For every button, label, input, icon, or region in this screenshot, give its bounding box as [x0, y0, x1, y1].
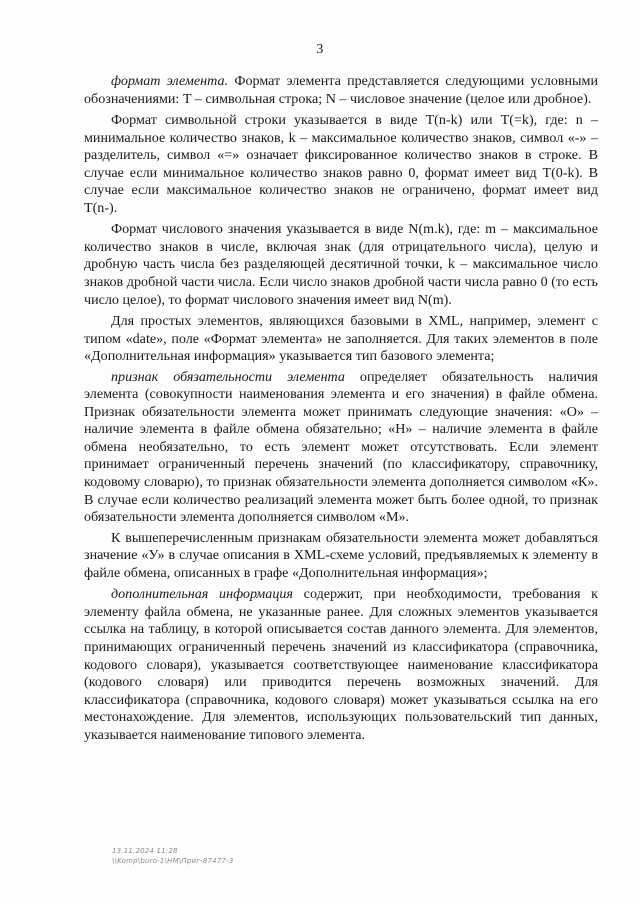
- term-additional-info: дополнительная информация: [111, 586, 293, 603]
- print-stamp: [112, 846, 234, 866]
- stamp-datetime: 13.11.2024 11:28: [112, 847, 178, 855]
- paragraph-text: Формат символьной строки указывается в виде T(n-k) или T(=k), где: n – минимальное количество знаков, k – максимальное количество знаков, символ «-» – разделитель, символ «=» означает фиксированное количество знаков в строке. В случае если минимальное количество знаков равно 0, формат имеет вид T(0-k). В случае если максимальное количество знаков не ограничено, формат имеет вид T(n-).: [84, 112, 598, 216]
- paragraph-text: содержит, при необходимости, требования к элементу файла обмена, не указанные ранее. Для сложных элементов указывается ссылка на таблицу, в которой описывается состав данного элемента. Для элементов, принимающих ограниченный перечень значений из классификатора (справочника, кодового словаря), указывается соответствующее наименование классификатора (кодового словаря) или приводится перечень возможных значений. Для классификатора (справочника, кодового словаря) может указываться ссылка на его местонахождение. Для элементов, использующих пользовательский тип данных, указывается наименование типового элемента.: [84, 586, 599, 743]
- page-number: 3: [316, 42, 324, 57]
- paragraph-element-format: [84, 73, 598, 108]
- term-element-format: формат элемента.: [111, 73, 229, 89]
- paragraph-mandatory-flag: [84, 369, 598, 527]
- term-mandatory-flag: признак обязательности элемента: [111, 368, 345, 385]
- paragraph-text: Для простых элементов, являющихся базовыми в XML, например, элемент с типом «date», поле «Формат элемента» не заполняется. Для таких элементов в поле «Дополнительная информация» указывается тип базового элемента;: [84, 313, 598, 365]
- paragraph-text: Формат числового значения указывается в виде N(m.k), где: m – максимальное количество знаков в числе, включая знак (для отрицательного числа), целую и дробную часть числа без разделяющей десятичной точки, k – максимальное число знаков дробной части числа. Если число знаков дробной части числа равно 0 (то есть число целое), то формат числового значения имеет вид N(m).: [84, 221, 598, 308]
- paragraph-condition-flag: [84, 530, 598, 583]
- paragraph-number-format: [84, 221, 598, 309]
- paragraph-text: Формат элемента представляется следующими условными обозначениями: T – символьная строка; N – числовое значение (целое или дробное).: [84, 73, 598, 107]
- paragraph-simple-elements: [84, 313, 598, 366]
- paragraph-string-format: [84, 112, 598, 217]
- paragraph-text: К вышеперечисленным признакам обязательности элемента может добавляться значение «У» в случае описания в XML-схеме условий, предъявляемых к элементу в файле обмена, описанных в графе «Дополнительная информация»;: [84, 529, 598, 581]
- document-body: [84, 73, 598, 748]
- paragraph-additional-info: [84, 586, 598, 744]
- stamp-path: \\Komp\buro-1\НМ\Приг-87477-3: [112, 857, 234, 865]
- paragraph-text: определяет обязательность наличия элемента (совокупности наименования элемента и его значения) в файле обмена. Признак обязательности элемента может принимать следующие значения: «О» – наличие элемента в файле обмена обязательно; «Н» – наличие элемента в файле обмена необязательно, то есть элемент может отсутствовать. Если элемент принимает ограниченный перечень значений (по классификатору, справочнику, кодовому словарю), то признак обязательности элемента дополняется символом «К». В случае если количество реализаций элемента может быть более одной, то признак обязательности элемента дополняется символом «М».: [84, 368, 598, 526]
